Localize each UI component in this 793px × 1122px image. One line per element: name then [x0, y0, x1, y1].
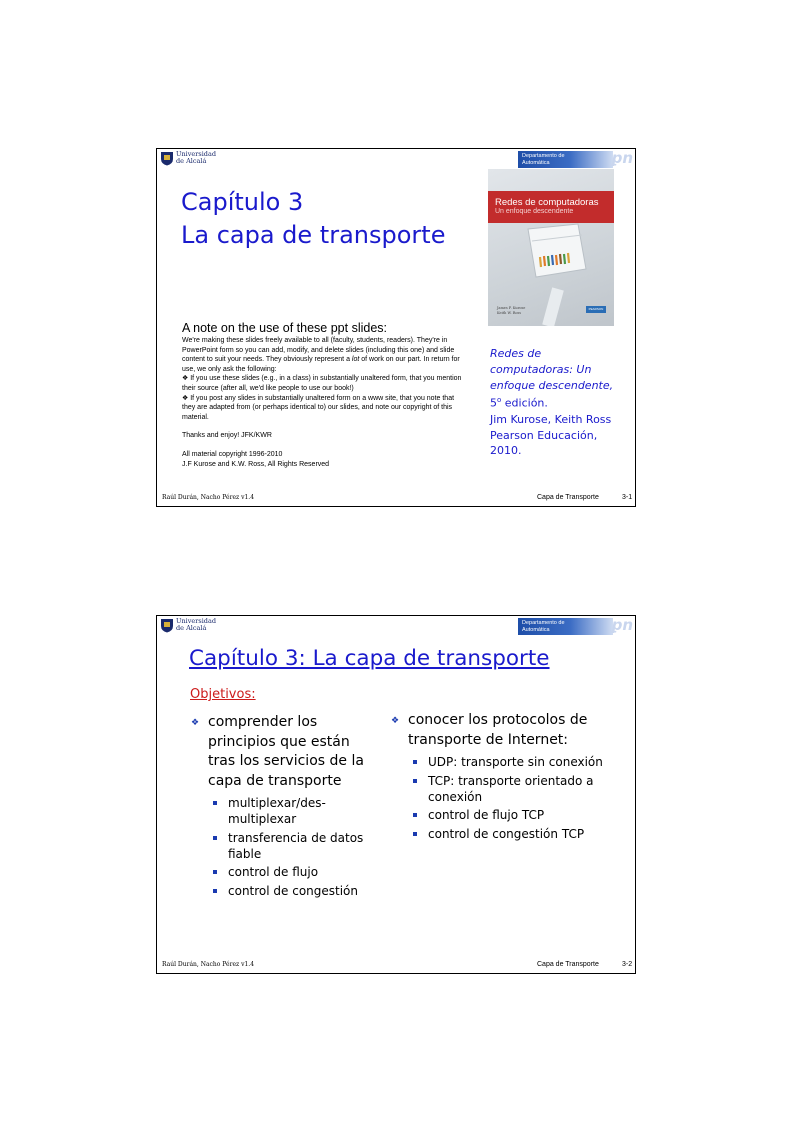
university-logo — [160, 151, 216, 166]
objective-item — [189, 713, 374, 791]
book-ref-publisher: Pearson Educación, — [490, 428, 598, 442]
sub-objective-item — [189, 830, 374, 862]
diamond-bullet-icon: ❖ — [191, 718, 200, 728]
footer-author: Raúl Durán, Nacho Pérez v1.4 — [162, 961, 255, 968]
objective-text: comprender los principios que están tras los servicios de la capa de transporte — [208, 714, 364, 789]
objective-item — [389, 711, 614, 750]
square-bullet-icon — [413, 779, 417, 783]
square-bullet-icon — [213, 801, 217, 805]
slide-title — [181, 186, 445, 252]
sub-objective-text: control de congestión TCP — [428, 826, 585, 841]
book-ref-edition — [490, 393, 630, 411]
footer-slide-number: 3-1 — [622, 494, 633, 501]
book-ref-title-3: enfoque descendente, — [490, 378, 614, 392]
objectives-left-column — [189, 713, 374, 901]
university-name-line1: Universidad — [176, 617, 216, 625]
square-bullet-icon — [413, 832, 417, 836]
copyright-line-1: All material copyright 1996-2010 — [182, 450, 283, 458]
sub-objective-text: UDP: transporte sin conexión — [428, 755, 603, 769]
footer-topic: Capa de Transporte — [537, 494, 599, 501]
sub-objective-text: multiplexar/des-multiplexar — [228, 796, 326, 826]
square-bullet-icon — [413, 760, 417, 764]
sub-objective-text: control de congestión — [228, 883, 359, 898]
university-name-line1: Universidad — [176, 150, 216, 158]
book-cover-author-1: James F. Kurose — [497, 306, 526, 310]
book-cover-subtitle: Un enfoque descendente — [495, 208, 574, 215]
department-name-line2: Automática — [522, 159, 550, 166]
footer-slide-number: 3-2 — [622, 961, 633, 968]
usage-note-text-a: We're making these slides freely available to all (faculty, students, readers). They're in PowerPoint form so you can add, modify, and delete slides (including this one) and slide content to suit your needs. They obviously represent a — [182, 337, 455, 364]
sub-objective-item — [189, 864, 374, 880]
footer-author: Raúl Durán, Nacho Pérez v1.4 — [162, 494, 255, 501]
book-ref-authors: Jim Kurose, Keith Ross — [490, 412, 612, 426]
square-bullet-icon — [413, 813, 417, 817]
usage-note-bullet-2: ❖ If you post any slides in substantially unaltered form on a www site, that you note that they are adapted from (or perhaps identical to) our slides, and note our copyright of this material. — [182, 394, 455, 421]
slide-3-1 — [156, 148, 636, 507]
book-ref-title-2: computadoras: Un — [490, 362, 592, 376]
sub-objective-text: TCP: transporte orientado a conexión — [428, 773, 594, 804]
book-cover-author-2: Keith W. Ross — [497, 311, 522, 315]
department-banner — [518, 151, 613, 168]
sub-objective-item — [389, 826, 614, 842]
objective-text: conocer los protocolos de transporte de Internet: — [408, 712, 588, 748]
university-crest-icon — [160, 618, 174, 633]
square-bullet-icon — [213, 870, 217, 874]
slide-title-line2: La capa de transporte — [181, 221, 446, 249]
sub-objective-text: transferencia de datos fiable — [228, 830, 364, 861]
sub-objective-item — [389, 773, 614, 805]
department-name-line1: Departamento de — [522, 620, 565, 626]
sub-objectives-list — [389, 754, 614, 842]
footer-topic: Capa de Transporte — [537, 961, 599, 968]
department-name-line2: Automática — [522, 626, 550, 633]
book-cover-authors — [497, 306, 525, 316]
edition-number: 5 — [490, 397, 497, 411]
usage-note-text-b: of work on our part. In return for use, we only ask the following: — [182, 356, 460, 373]
copyright-line-2: J.F Kurose and K.W. Ross, All Rights Reserved — [182, 460, 330, 468]
department-banner — [518, 618, 613, 635]
university-crest-icon — [160, 151, 174, 166]
university-name-line2: de Alcalá — [176, 624, 207, 632]
usage-note-bullet-1: ❖ If you use these slides (e.g., in a class) in substantially unaltered form, that you mention their source (after all, we'd like people to use our book!) — [182, 375, 462, 392]
book-ref-year: 2010. — [490, 444, 522, 458]
book-ref-title-1: Redes de — [490, 347, 542, 360]
department-name-line1: Departamento de — [522, 153, 565, 159]
usage-note-emphasis: lot — [351, 356, 360, 364]
slide-title: Capítulo 3: La capa de transporte — [189, 646, 550, 671]
book-cover-title-text: Redes de computadoras — [495, 197, 599, 208]
usage-note-title: A note on the use of these ppt slides: — [182, 321, 388, 335]
book-cover-image — [488, 169, 614, 326]
sub-objectives-list — [189, 795, 374, 899]
objectives-right-column — [389, 711, 614, 844]
department-logo-mark: ꝑn — [611, 616, 633, 634]
diamond-bullet-icon: ❖ — [391, 716, 400, 726]
book-cover-publisher: PEARSON — [586, 306, 606, 313]
sub-objective-text: control de flujo TCP — [428, 808, 545, 822]
square-bullet-icon — [213, 889, 217, 893]
slide-3-2 — [156, 615, 636, 974]
edition-word: edición. — [501, 397, 548, 411]
sub-objective-item — [389, 754, 614, 770]
book-reference — [490, 346, 630, 459]
slide-title-line1: Capítulo 3 — [181, 188, 304, 216]
usage-note-thanks: Thanks and enjoy! JFK/KWR — [182, 432, 272, 440]
department-logo-mark: ꝑn — [611, 149, 633, 167]
ethernet-cable-icon — [488, 169, 614, 326]
edition-superscript: o — [497, 396, 502, 405]
sub-objective-item — [389, 807, 614, 823]
sub-objective-item — [189, 883, 374, 899]
sub-objective-item — [189, 795, 374, 827]
university-logo — [160, 618, 216, 633]
usage-note — [182, 321, 462, 469]
square-bullet-icon — [213, 836, 217, 840]
usage-note-paragraph — [182, 336, 462, 374]
university-name-line2: de Alcalá — [176, 157, 207, 165]
sub-objective-text: control de flujo — [228, 865, 319, 879]
objectives-heading: Objetivos: — [190, 687, 256, 702]
